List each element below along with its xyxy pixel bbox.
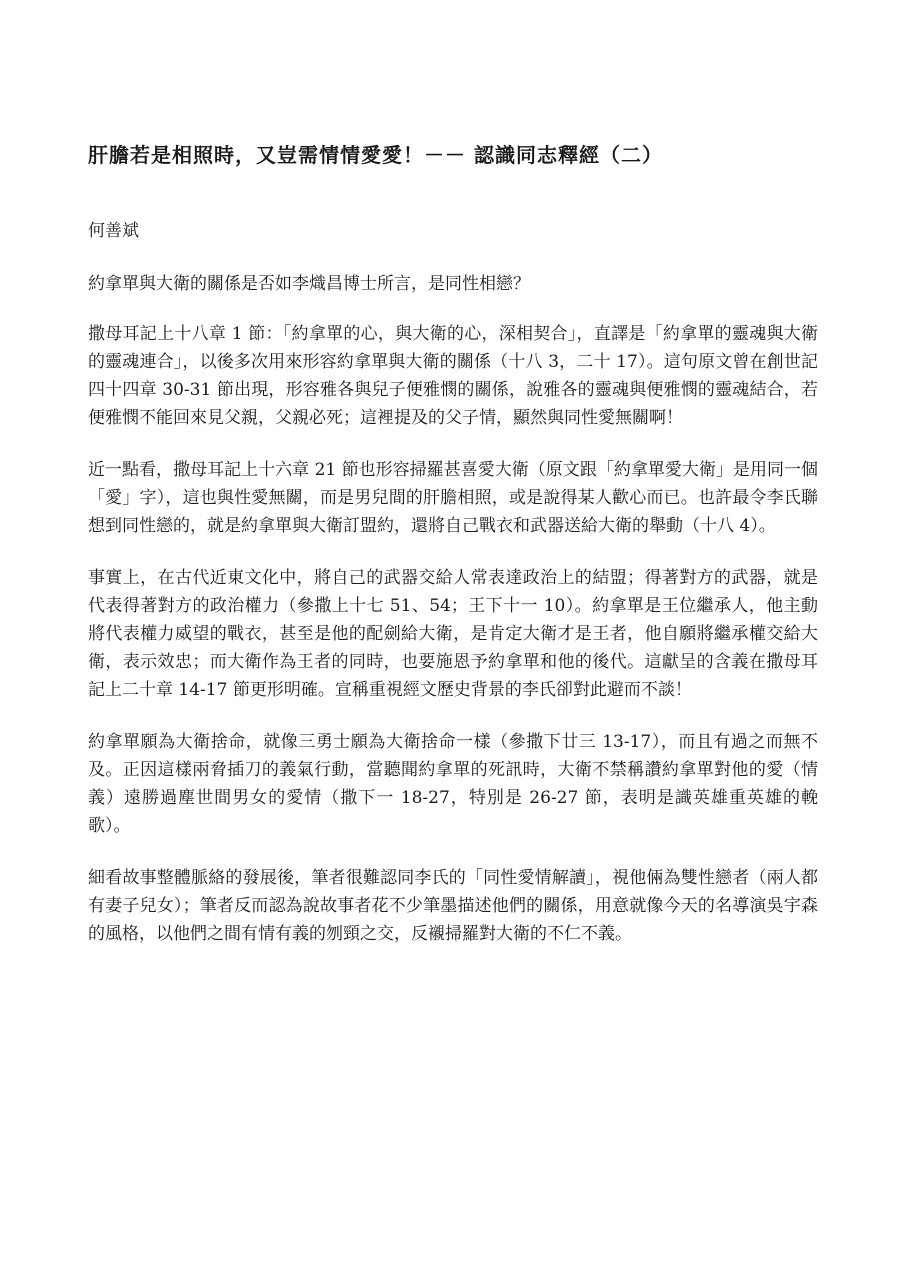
document-title: 肝膽若是相照時，又豈需情情愛愛！－－ 認識同志釋經（二） (88, 143, 663, 167)
paragraph-4: 事實上，在古代近東文化中，將自己的武器交給人常表達政治上的結盟；得著對方的武器，就是代表得著對方的政治權力（參撒上十七 51、54；王下十一 10）。約拿單是王位繼承人，他主動將代表權力威望的戰衣，甚至是他的配劍給大衛，是肯定大衛才是王者，他自願將繼承權交給大衛，表示效忠；而大衛作為王者的同時，也要施恩予約拿單和他的後代。這獻呈的含義在撒母耳記上二十章 14-17 節更形明確。宣稱重視經文歷史背景的李氏卻對此避而不談！ (88, 568, 818, 700)
paragraph-3: 近一點看，撒母耳記上十六章 21 節也形容掃羅甚喜愛大衛（原文跟「約拿單愛大衛」是用同一個「愛」字），這也與性愛無關，而是男兒間的肝膽相照，或是說得某人歡心而已。也許最令李氏聯想到同性戀的，就是約拿單與大衛訂盟約，還將自己戰衣和武器送給大衛的舉動（十八 4）。 (88, 460, 818, 536)
paragraph-5: 約拿單願為大衛捨命，就像三勇士願為大衛捨命一樣（參撒下廿三 13-17），而且有過之而無不及。正因這樣兩脅插刀的義氣行動，當聽聞約拿單的死訊時，大衛不禁稱讚約拿單對他的愛（情義）遠勝過塵世間男女的愛情（撒下一 18-27，特別是 26-27 節，表明是識英雄重英雄的輓歌）。 (88, 732, 818, 836)
document-page (88, 140, 818, 972)
paragraph-1: 約拿單與大衛的關係是否如李熾昌博士所言，是同性相戀？ (88, 274, 530, 294)
author-name: 何善斌 (88, 221, 139, 241)
paragraph-2: 撒母耳記上十八章 1 節：「約拿單的心，與大衛的心，深相契合」，直譯是「約拿單的靈魂與大衛的靈魂連合」，以後多次用來形容約拿單與大衛的關係（十八 3，二十 17）。這句原文曾在創世記四十四章 30-31 節出現，形容雅各與兒子便雅憫的關係，說雅各的靈魂與便雅憫的靈魂結合，若便雅憫不能回來見父親，父親必死；這裡提及的父子情，顯然與同性愛無關啊！ (88, 324, 818, 428)
paragraph-6: 細看故事整體脈絡的發展後，筆者很難認同李氏的「同性愛情解讀」，視他倆為雙性戀者（兩人都有妻子兒女）；筆者反而認為說故事者花不少筆墨描述他們的關係，用意就像今天的名導演吳宇森的風格，以他們之間有情有義的刎頸之交，反襯掃羅對大衛的不仁不義。 (88, 868, 818, 944)
